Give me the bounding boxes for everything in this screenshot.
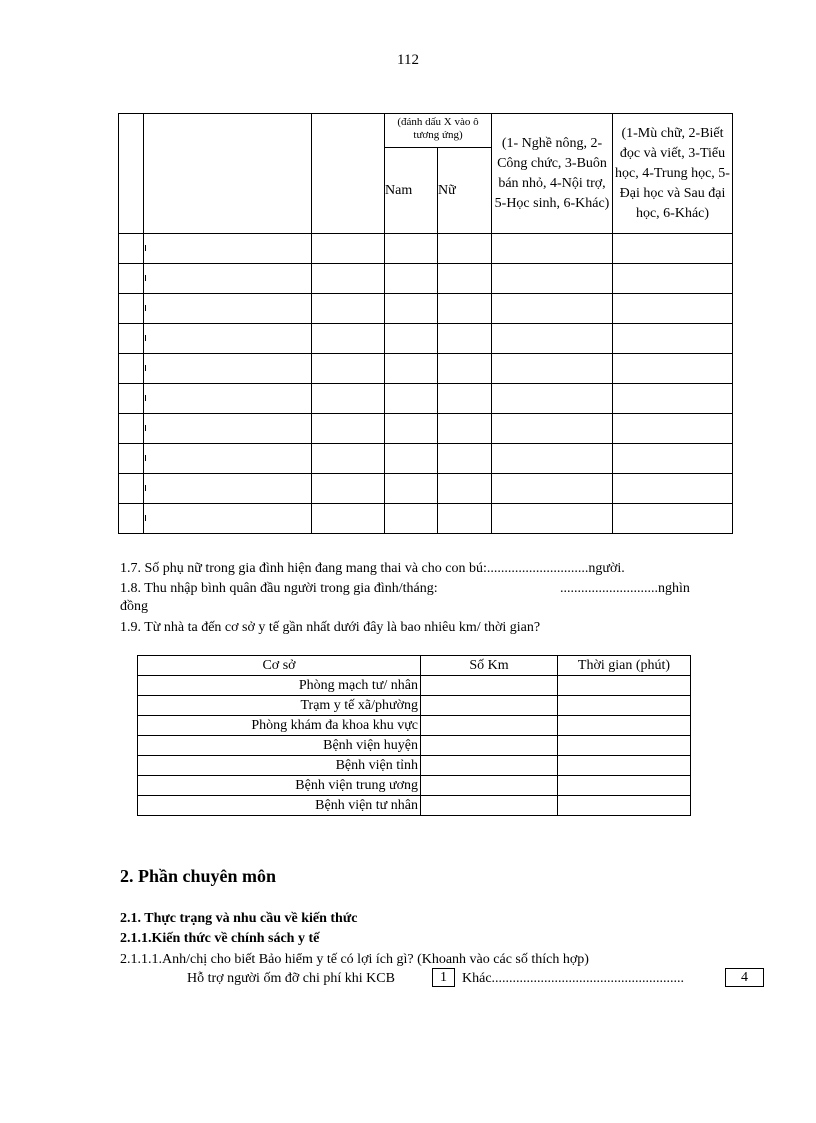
facility-row [138, 676, 691, 696]
household-cell[interactable] [613, 414, 733, 444]
household-row [119, 384, 733, 414]
household-cell[interactable] [144, 234, 312, 264]
header-blank-3 [312, 114, 385, 234]
sex-note: (đánh dấu X vào ô tương ứng) [385, 114, 492, 148]
facility-time-cell[interactable] [558, 676, 691, 696]
household-cell[interactable] [119, 234, 144, 264]
facility-time-cell[interactable] [558, 756, 691, 776]
household-row [119, 294, 733, 324]
facility-km-cell[interactable] [421, 696, 558, 716]
facility-km-cell[interactable] [421, 756, 558, 776]
household-row [119, 324, 733, 354]
option-1-text: Hỗ trợ người ốm đỡ chi phí khi KCB [187, 971, 395, 986]
household-cell[interactable] [438, 324, 492, 354]
facility-row [138, 696, 691, 716]
row-marker [145, 275, 146, 281]
household-cell[interactable] [385, 504, 438, 534]
facility-time-cell[interactable] [558, 716, 691, 736]
facility-time-cell[interactable] [558, 736, 691, 756]
household-cell[interactable] [492, 294, 613, 324]
facility-row [138, 736, 691, 756]
household-cell[interactable] [385, 264, 438, 294]
household-row [119, 354, 733, 384]
section-2-1-1-heading: 2.1.1.Kiến thức về chính sách y tế [120, 931, 320, 946]
household-cell[interactable] [312, 504, 385, 534]
household-cell[interactable] [312, 354, 385, 384]
km-header: Số Km [421, 656, 558, 676]
household-cell[interactable] [438, 294, 492, 324]
facility-row [138, 716, 691, 736]
row-marker [145, 485, 146, 491]
household-cell[interactable] [492, 444, 613, 474]
household-cell[interactable] [613, 444, 733, 474]
household-cell[interactable] [385, 444, 438, 474]
household-cell[interactable] [385, 294, 438, 324]
household-cell[interactable] [119, 264, 144, 294]
occupation-note: (1- Nghề nông, 2-Công chức, 3-Buôn bán nhỏ, 4-Nội trợ, 5-Học sinh, 6-Khác) [492, 114, 613, 234]
facility-header: Cơ sở [138, 656, 421, 676]
question-1-8-blank: ............................nghìn [560, 581, 690, 596]
household-cell[interactable] [438, 264, 492, 294]
household-cell[interactable] [312, 234, 385, 264]
household-cell[interactable] [119, 474, 144, 504]
household-cell[interactable] [144, 384, 312, 414]
row-marker [145, 425, 146, 431]
household-cell[interactable] [492, 414, 613, 444]
household-cell[interactable] [438, 504, 492, 534]
household-cell[interactable] [385, 324, 438, 354]
row-marker [145, 455, 146, 461]
household-cell[interactable] [438, 444, 492, 474]
row-marker [145, 335, 146, 341]
household-cell[interactable] [312, 414, 385, 444]
household-cell[interactable] [492, 384, 613, 414]
household-cell[interactable] [144, 414, 312, 444]
facility-time-cell[interactable] [558, 796, 691, 816]
household-cell[interactable] [613, 354, 733, 384]
household-cell[interactable] [613, 234, 733, 264]
facility-row [138, 756, 691, 776]
household-cell[interactable] [492, 324, 613, 354]
household-cell[interactable] [312, 294, 385, 324]
household-cell[interactable] [119, 504, 144, 534]
household-cell[interactable] [385, 474, 438, 504]
facility-name: Bệnh viện trung ương [138, 776, 421, 796]
page-number: 112 [397, 52, 419, 68]
household-cell[interactable] [438, 234, 492, 264]
facility-name: Bệnh viện tư nhân [138, 796, 421, 816]
question-1-8: 1.8. Thu nhập bình quân đầu người trong gia đình/tháng: [120, 581, 438, 596]
household-cell[interactable] [438, 384, 492, 414]
household-cell[interactable] [119, 294, 144, 324]
household-cell[interactable] [385, 354, 438, 384]
option-other-text: Khác....................................................... [462, 971, 685, 986]
household-row [119, 504, 733, 534]
household-cell[interactable] [144, 264, 312, 294]
household-cell[interactable] [438, 354, 492, 384]
household-cell[interactable] [492, 474, 613, 504]
household-row [119, 444, 733, 474]
facility-time-cell[interactable] [558, 776, 691, 796]
household-cell[interactable] [119, 414, 144, 444]
household-cell[interactable] [492, 504, 613, 534]
question-1-9: 1.9. Từ nhà ta đến cơ sở y tế gần nhất dưới đây là bao nhiêu km/ thời gian? [120, 620, 541, 635]
facility-km-cell[interactable] [421, 716, 558, 736]
facility-name: Bệnh viện huyện [138, 736, 421, 756]
household-cell[interactable] [438, 414, 492, 444]
row-marker [145, 365, 146, 371]
facility-time-cell[interactable] [558, 696, 691, 716]
option-1-code-box[interactable]: 1 [432, 968, 455, 987]
household-cell[interactable] [613, 324, 733, 354]
household-cell[interactable] [144, 444, 312, 474]
section-2-title: 2. Phần chuyên môn [120, 866, 277, 886]
household-cell[interactable] [119, 444, 144, 474]
household-row [119, 264, 733, 294]
household-cell[interactable] [613, 504, 733, 534]
household-cell[interactable] [438, 474, 492, 504]
facility-km-cell[interactable] [421, 676, 558, 696]
row-marker [145, 305, 146, 311]
male-header: Nam [385, 148, 438, 234]
question-1-8-unit: đồng [120, 599, 148, 614]
facility-distance-table [137, 655, 691, 816]
header-blank-2 [144, 114, 312, 234]
facility-km-cell[interactable] [421, 796, 558, 816]
household-cell[interactable] [385, 234, 438, 264]
household-cell[interactable] [144, 354, 312, 384]
facility-km-cell[interactable] [421, 736, 558, 756]
question-1-7: 1.7. Số phụ nữ trong gia đình hiện đang mang thai và cho con bú:.............................người. [120, 561, 625, 576]
household-cell[interactable] [119, 354, 144, 384]
household-row [119, 234, 733, 264]
row-marker [145, 245, 146, 251]
facility-name: Trạm y tế xã/phường [138, 696, 421, 716]
household-cell[interactable] [144, 324, 312, 354]
female-header: Nữ [438, 148, 492, 234]
facility-name: Phòng khám đa khoa khu vực [138, 716, 421, 736]
header-blank-1 [119, 114, 144, 234]
household-members-table [118, 113, 733, 534]
household-cell[interactable] [492, 354, 613, 384]
row-marker [145, 395, 146, 401]
household-cell[interactable] [144, 474, 312, 504]
facility-row [138, 796, 691, 816]
facility-name: Bệnh viện tỉnh [138, 756, 421, 776]
household-cell[interactable] [492, 234, 613, 264]
facility-row [138, 776, 691, 796]
household-cell[interactable] [119, 324, 144, 354]
household-cell[interactable] [144, 504, 312, 534]
household-cell[interactable] [613, 384, 733, 414]
question-2-1-1-1: 2.1.1.1.Anh/chị cho biết Bảo hiểm y tế có lợi ích gì? (Khoanh vào các số thích hợp) [120, 952, 589, 967]
household-cell[interactable] [492, 264, 613, 294]
household-cell[interactable] [312, 384, 385, 414]
household-cell[interactable] [312, 264, 385, 294]
facility-name: Phòng mạch tư/ nhân [138, 676, 421, 696]
household-cell[interactable] [613, 264, 733, 294]
household-cell[interactable] [613, 474, 733, 504]
education-note: (1-Mù chữ, 2-Biết đọc và viết, 3-Tiểu học, 4-Trung học, 5-Đại học và Sau đại học, 6-Khác) [613, 114, 733, 234]
household-row [119, 414, 733, 444]
household-cell[interactable] [312, 444, 385, 474]
household-cell[interactable] [312, 474, 385, 504]
section-2-1-heading: 2.1. Thực trạng và nhu cầu về kiến thức [120, 911, 358, 926]
household-cell[interactable] [312, 324, 385, 354]
household-cell[interactable] [385, 414, 438, 444]
option-other-code-box[interactable]: 4 [725, 968, 764, 987]
row-marker [145, 515, 146, 521]
household-row [119, 474, 733, 504]
facility-km-cell[interactable] [421, 776, 558, 796]
household-cell[interactable] [385, 384, 438, 414]
household-cell[interactable] [144, 294, 312, 324]
household-cell[interactable] [613, 294, 733, 324]
household-cell[interactable] [119, 384, 144, 414]
time-header: Thời gian (phút) [558, 656, 691, 676]
